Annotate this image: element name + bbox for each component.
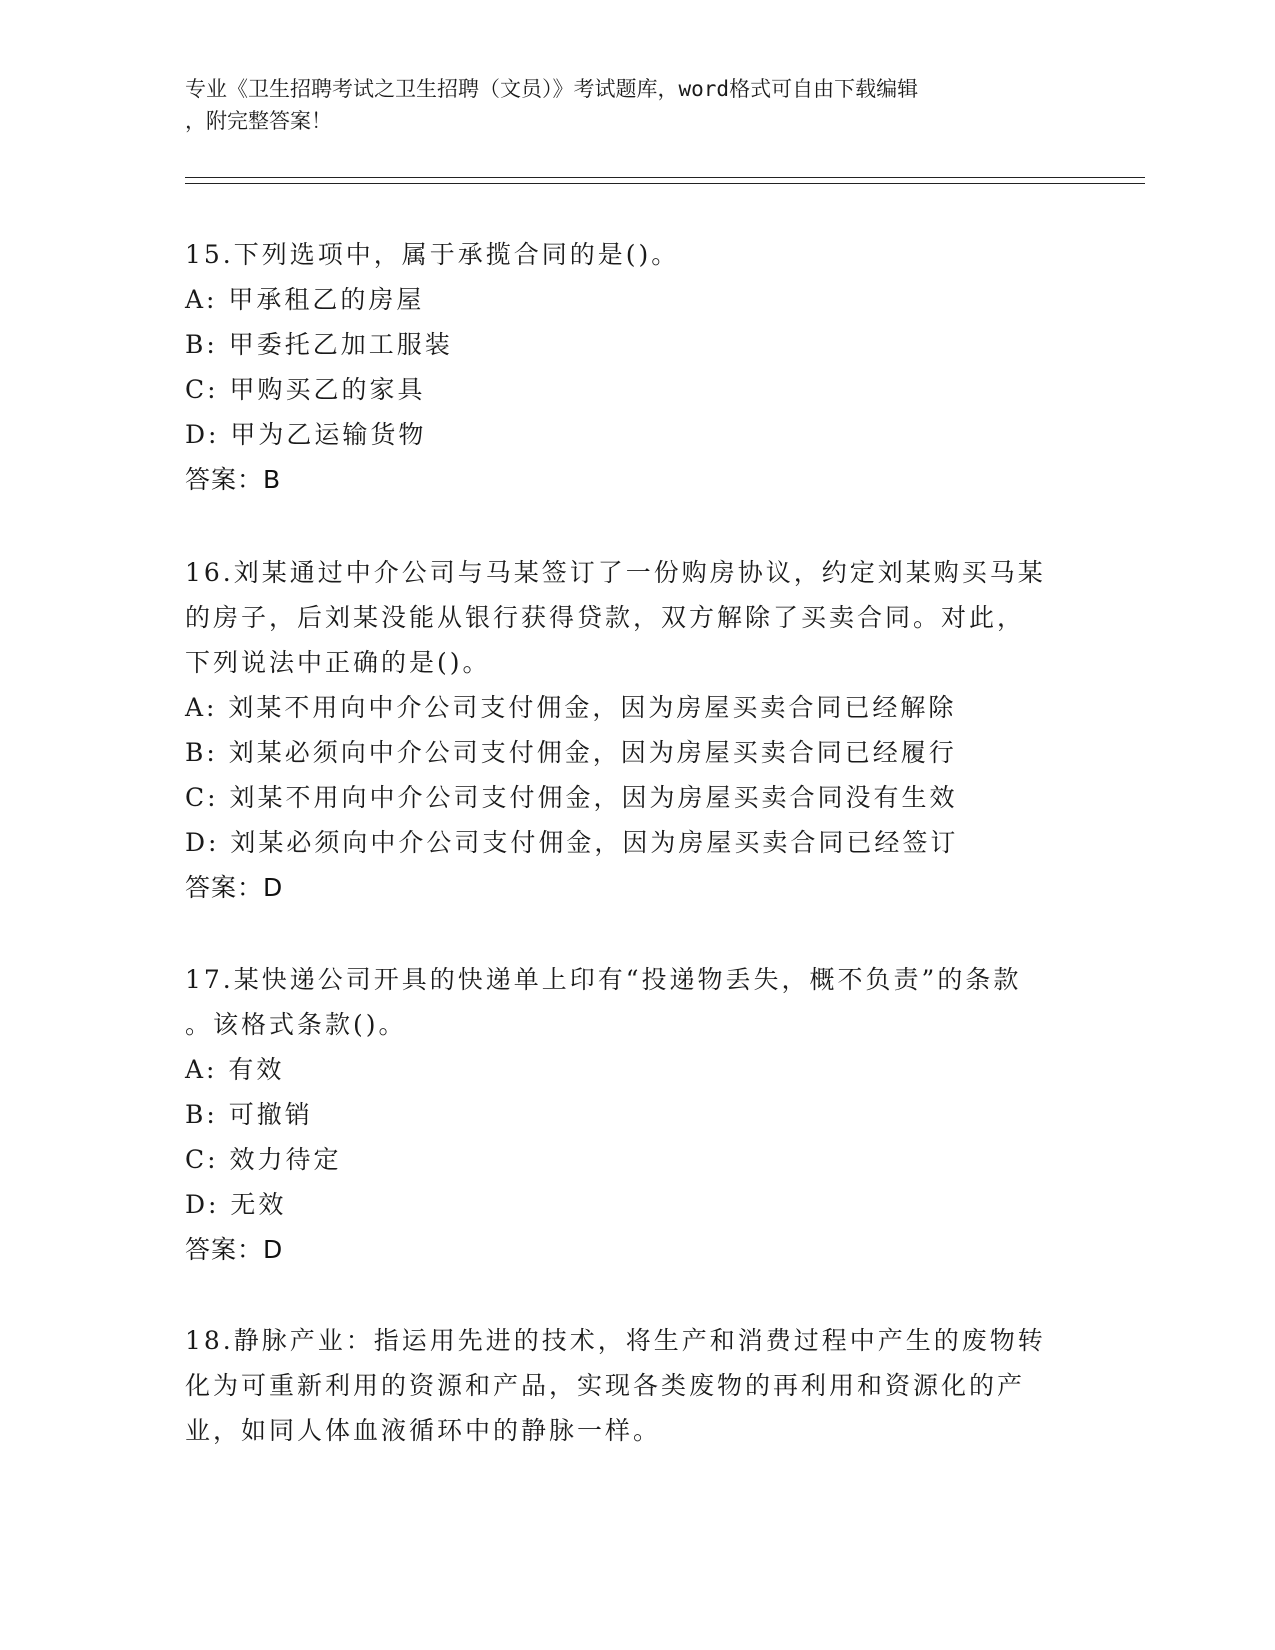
option-a: A: 刘某不用向中介公司支付佣金，因为房屋买卖合同已经解除 [185, 693, 957, 722]
option-c: C: 甲购买乙的家具 [185, 375, 426, 404]
question-text: 17.某快递公司开具的快递单上印有“投递物丢失，概不负责”的条款 [185, 965, 1022, 994]
option-c: C: 效力待定 [185, 1145, 342, 1174]
header-divider [185, 177, 1145, 178]
question-17 [185, 957, 1085, 1272]
header-line: 专业《卫生招聘考试之卫生招聘（文员）》考试题库，word格式可自由下载编辑 [185, 77, 919, 101]
question-text: 16.刘某通过中介公司与马某签订了一份购房协议，约定刘某购买马某 [185, 558, 1046, 587]
header-line: ，附完整答案！ [185, 109, 332, 133]
answer: 答案：D [185, 1235, 284, 1264]
option-b: B: 可撤销 [185, 1100, 313, 1129]
question-text: 18.静脉产业：指运用先进的技术，将生产和消费过程中产生的废物转 [185, 1326, 1046, 1355]
option-a: A: 有效 [185, 1055, 285, 1084]
option-d: D: 无效 [185, 1190, 287, 1219]
question-18 [185, 1318, 1085, 1453]
option-d: D: 甲为乙运输货物 [185, 420, 427, 449]
question-text: 下列说法中正确的是()。 [185, 648, 491, 677]
option-d: D: 刘某必须向中介公司支付佣金，因为房屋买卖合同已经签订 [185, 828, 959, 857]
header-divider [185, 183, 1145, 184]
question-text: 15.下列选项中，属于承揽合同的是()。 [185, 240, 680, 269]
document-header [185, 73, 1065, 137]
answer: 答案：B [185, 465, 282, 494]
option-c: C: 刘某不用向中介公司支付佣金，因为房屋买卖合同没有生效 [185, 783, 958, 812]
question-16 [185, 550, 1085, 910]
question-text: 的房子，后刘某没能从银行获得贷款，双方解除了买卖合同。对此， [185, 603, 1026, 632]
option-a: A: 甲承租乙的房屋 [185, 285, 425, 314]
question-text: 化为可重新利用的资源和产品，实现各类废物的再利用和资源化的产 [185, 1371, 1026, 1400]
question-15 [185, 232, 1085, 502]
question-text: 业，如同人体血液循环中的静脉一样。 [185, 1416, 662, 1445]
question-text: 。该格式条款()。 [185, 1010, 407, 1039]
answer: 答案：D [185, 873, 284, 902]
option-b: B: 甲委托乙加工服装 [185, 330, 453, 359]
option-b: B: 刘某必须向中介公司支付佣金，因为房屋买卖合同已经履行 [185, 738, 957, 767]
